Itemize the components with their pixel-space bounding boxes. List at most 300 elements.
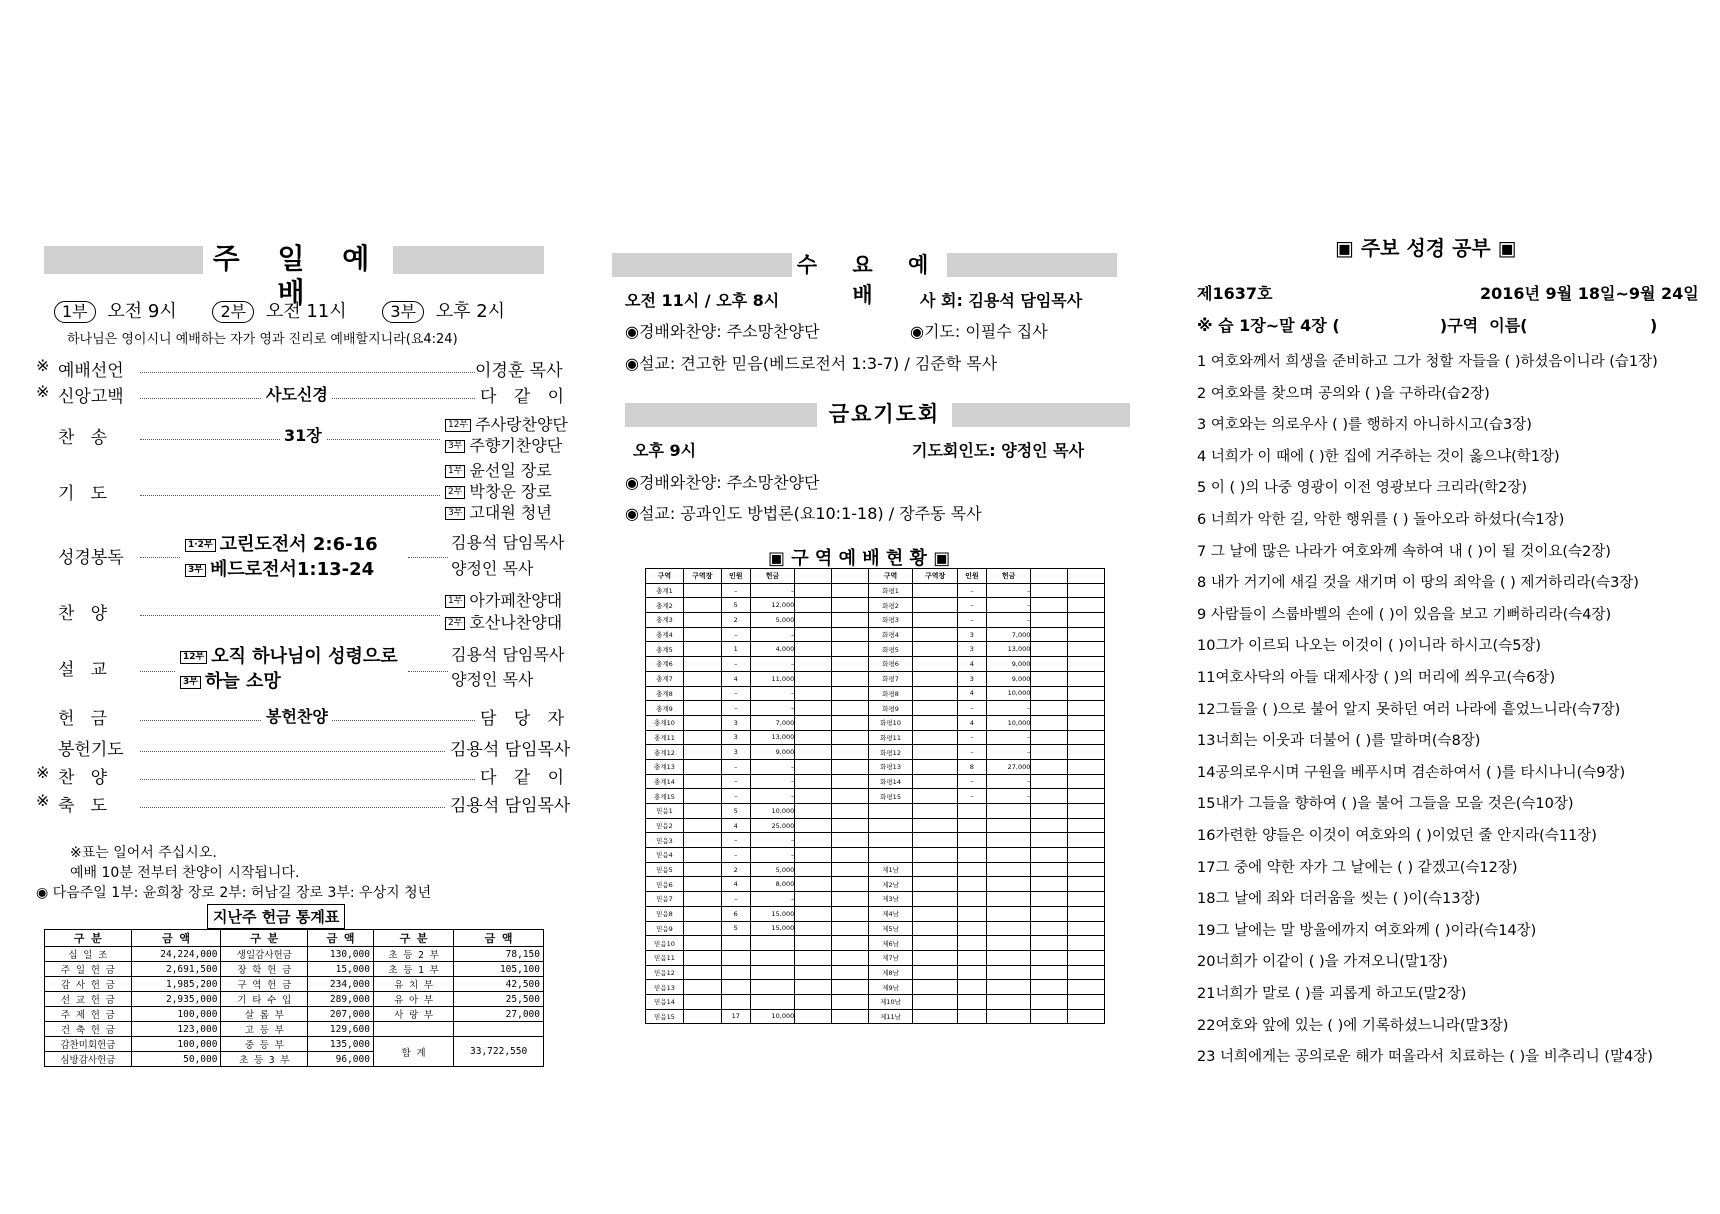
table-cell <box>986 877 1031 892</box>
table-row <box>646 804 1105 819</box>
column-header: 구역장 <box>913 569 958 584</box>
friday-music: ◉경배와찬양: 주소망찬양단 <box>625 473 820 492</box>
order-item: 사도신경 <box>262 382 332 405</box>
table-cell <box>1031 818 1068 833</box>
table-cell <box>683 833 721 848</box>
table-cell <box>795 671 832 686</box>
table-cell <box>913 877 958 892</box>
table-cell: 100,000 <box>131 1007 221 1022</box>
table-cell: 12,000 <box>750 598 795 613</box>
table-cell: 8 <box>957 759 986 774</box>
table-cell: 27,000 <box>986 759 1031 774</box>
table-cell: 믿음5 <box>646 862 684 877</box>
leader-line <box>140 807 445 808</box>
table-cell <box>1068 701 1105 716</box>
question-item: 4 너희가 이 때에 ( )한 집에 거주하는 것이 옳으냐(학1장) <box>1197 448 1560 465</box>
table-cell: 5 <box>721 804 750 819</box>
table-cell <box>1068 627 1105 642</box>
table-cell: 제11남 <box>868 1009 913 1024</box>
order-item: 봉헌찬양 <box>262 704 332 727</box>
table-cell: 믿음10 <box>646 936 684 951</box>
order-person: 다 같 이 <box>480 387 571 407</box>
table-cell <box>913 583 958 598</box>
table-cell: 생일감사헌금 <box>221 947 308 962</box>
table-cell <box>795 745 832 760</box>
table-cell: – <box>957 701 986 716</box>
table-cell: 충계15 <box>646 789 684 804</box>
table-row <box>646 965 1105 980</box>
table-cell <box>1068 862 1105 877</box>
table-cell: 3 <box>721 730 750 745</box>
table-cell <box>1031 980 1068 995</box>
instruction: ※ 습 1장~말 4장 ( )구역 이름( ) <box>1197 316 1658 335</box>
part-tag: 2부 <box>445 617 465 630</box>
table-row <box>646 921 1105 936</box>
question-item: 6 너희가 악한 길, 악한 행위를 ( ) 돌아오라 하셨다(슥1장) <box>1197 512 1565 528</box>
question-item: 12그들을 ( )으로 불어 알지 못하던 여러 나라에 흩었느니라(슥7장) <box>1197 701 1621 718</box>
table-cell <box>1068 1009 1105 1024</box>
table-cell <box>795 627 832 642</box>
issue-number: 제1637호 <box>1197 284 1273 303</box>
order-person: 다 같 이 <box>480 768 571 788</box>
table-cell <box>683 657 721 672</box>
table-cell: 123,000 <box>131 1022 221 1037</box>
table-cell <box>795 715 832 730</box>
table-cell <box>986 818 1031 833</box>
table-cell <box>683 627 721 642</box>
table-cell: 제4남 <box>868 906 913 921</box>
table-cell: 주 일 헌 금 <box>45 962 132 977</box>
table-cell <box>986 950 1031 965</box>
wednesday-title: 수 요 예 배 <box>792 250 947 280</box>
table-cell <box>1031 1009 1068 1024</box>
table-cell <box>683 715 721 730</box>
order-label: 찬 양 <box>58 604 108 624</box>
table-cell <box>795 936 832 951</box>
table-cell <box>1068 759 1105 774</box>
table-cell <box>795 583 832 598</box>
table-row <box>646 686 1105 701</box>
table-cell <box>832 774 869 789</box>
table-cell <box>683 789 721 804</box>
table-cell: 4 <box>957 686 986 701</box>
table-cell <box>795 730 832 745</box>
table-cell <box>795 877 832 892</box>
question-item: 2 여호와를 찾으며 공의와 ( )을 구하라(습2장) <box>1197 385 1490 402</box>
table-cell <box>986 936 1031 951</box>
table-cell <box>986 804 1031 819</box>
question-item: 22여호와 앞에 있는 ( )에 기록하셨느니라(말3장) <box>1197 1017 1509 1034</box>
order-person <box>445 433 562 456</box>
table-cell: 1,985,200 <box>131 977 221 992</box>
table-cell: 135,000 <box>308 1037 374 1052</box>
wednesday-music: ◉경배와찬양: 주소망찬양단 <box>625 322 820 341</box>
order-label: 기 도 <box>58 484 108 504</box>
table-cell <box>683 818 721 833</box>
table-cell: 감찬미회헌금 <box>45 1037 132 1052</box>
table-cell <box>683 877 721 892</box>
table-row <box>646 906 1105 921</box>
table-cell: 제10남 <box>868 994 913 1009</box>
order-item <box>185 555 374 581</box>
table-cell: 초 등 3 부 <box>221 1052 308 1067</box>
table-cell <box>832 950 869 965</box>
table-cell <box>1031 921 1068 936</box>
table-cell <box>1031 715 1068 730</box>
order-label: 신앙고백 <box>58 387 124 407</box>
table-cell <box>986 980 1031 995</box>
table-cell: 유 치 부 <box>373 977 453 992</box>
friday-sermon: ◉설교: 공과인도 방법론(요10:1-18) / 장주동 목사 <box>625 504 982 523</box>
table-cell: 제5남 <box>868 921 913 936</box>
table-cell: 믿음15 <box>646 1009 684 1024</box>
leader-line <box>140 557 180 558</box>
table-cell <box>1068 818 1105 833</box>
table-cell: 제6남 <box>868 936 913 951</box>
table-cell <box>1031 950 1068 965</box>
table-cell <box>832 701 869 716</box>
order-label: 헌 금 <box>58 709 108 729</box>
table-row <box>646 774 1105 789</box>
table-cell <box>1031 892 1068 907</box>
table-cell <box>832 921 869 936</box>
order-person <box>445 610 562 633</box>
table-cell <box>832 862 869 877</box>
table-cell <box>986 921 1031 936</box>
table-row <box>646 745 1105 760</box>
table-cell <box>832 980 869 995</box>
column-header: 구역장 <box>683 569 721 584</box>
question-item: 10그가 이르되 나오는 이것이 ( )이니라 하시고(슥5장) <box>1197 638 1542 655</box>
person-name: 주향기찬양단 <box>469 436 563 455</box>
note: 예배 10분 전부터 찬양이 시작됩니다. <box>70 865 300 881</box>
mark: ※ <box>36 763 50 782</box>
table-cell: 화평2 <box>868 598 913 613</box>
table-cell <box>454 1022 544 1037</box>
table-cell: 화평7 <box>868 671 913 686</box>
table-row <box>646 627 1105 642</box>
table-cell: 화평10 <box>868 715 913 730</box>
column-header: 인원 <box>721 569 750 584</box>
question-item: 9 사람들이 스룹바벨의 손에 ( )이 있음을 보고 기뻐하리라(슥4장) <box>1197 606 1612 623</box>
table-cell: 4 <box>957 715 986 730</box>
table-cell <box>913 598 958 613</box>
table-cell <box>795 598 832 613</box>
question-item: 8 내가 거기에 새길 것을 새기며 이 땅의 죄악을 ( ) 제거하리라(슥3장) <box>1197 575 1639 592</box>
table-cell <box>750 980 795 995</box>
mark: ※ <box>36 382 50 401</box>
person-name: 아가페찬양대 <box>469 591 563 610</box>
table-row <box>646 715 1105 730</box>
mark: ※ <box>36 356 50 375</box>
table-cell: 충계14 <box>646 774 684 789</box>
table-cell <box>1031 789 1068 804</box>
table-cell: 7,000 <box>750 715 795 730</box>
bible-study-title: ▣ 주보 성경 공부 ▣ <box>1335 236 1517 260</box>
table-row <box>646 1009 1105 1024</box>
table-cell: 화평12 <box>868 745 913 760</box>
order-label: 찬 송 <box>58 428 108 448</box>
table-cell <box>913 627 958 642</box>
table-cell: – <box>750 583 795 598</box>
table-cell <box>957 877 986 892</box>
question-item: 16가련한 양들은 이것이 여호와의 ( )이었던 줄 안지라(슥11장) <box>1197 828 1597 844</box>
table-cell <box>913 1009 958 1024</box>
table-cell: – <box>750 848 795 863</box>
table-cell <box>832 906 869 921</box>
scripture-verse: 하나님은 영이시니 예배하는 자가 영과 진리로 예배할지니라(요4:24) <box>67 332 458 347</box>
question-item: 13너희는 이웃과 더불어 ( )를 말하며(슥8장) <box>1197 733 1481 750</box>
table-row <box>646 877 1105 892</box>
table-cell <box>913 715 958 730</box>
table-cell <box>832 657 869 672</box>
question-item: 3 여호와는 의로우사 ( )를 행하지 아니하시고(습3장) <box>1197 417 1532 434</box>
table-cell <box>832 818 869 833</box>
table-cell: 25,000 <box>750 818 795 833</box>
question-item: 1 여호와께서 희생을 준비하고 그가 청할 자들을 ( )하셨음이니라 (습1장) <box>1197 354 1658 370</box>
table-cell: 믿음13 <box>646 980 684 995</box>
table-cell: 15,000 <box>308 962 374 977</box>
table-cell <box>1031 848 1068 863</box>
question-item: 15내가 그들을 향하여 ( )을 불어 그들을 모을 것은(슥10장) <box>1197 796 1574 813</box>
table-cell <box>832 804 869 819</box>
wednesday-host: 사 회: 김용석 담임목사 <box>920 291 1083 310</box>
table-cell <box>913 818 958 833</box>
table-cell <box>795 950 832 965</box>
column-header: 구 분 <box>221 930 308 947</box>
table-row <box>646 671 1105 686</box>
table-cell: – <box>750 686 795 701</box>
person-name: 윤선일 장로 <box>469 461 552 480</box>
table-cell <box>832 936 869 951</box>
table-cell: 화평5 <box>868 642 913 657</box>
table-cell <box>795 833 832 848</box>
column-header: 구역 <box>868 569 913 584</box>
table-cell <box>832 715 869 730</box>
table-cell <box>1068 833 1105 848</box>
table-cell <box>957 950 986 965</box>
order-person: 김용석 담임목사 <box>450 796 571 816</box>
table-cell: 9,000 <box>986 657 1031 672</box>
week-date: 2016년 9월 18일~9월 24일 <box>1480 284 1699 303</box>
person-name: 고대원 청년 <box>469 503 552 522</box>
part-tag: 3부 <box>445 507 465 520</box>
part-tag: 1부 <box>445 595 465 608</box>
table-cell: 2 <box>721 862 750 877</box>
table-cell <box>913 936 958 951</box>
table-row <box>646 759 1105 774</box>
table-cell: 17 <box>721 1009 750 1024</box>
table-cell <box>1031 833 1068 848</box>
table-cell <box>795 701 832 716</box>
table-cell: 130,000 <box>308 947 374 962</box>
table-cell <box>750 965 795 980</box>
table-cell: 2,691,500 <box>131 962 221 977</box>
table-cell: 3 <box>721 745 750 760</box>
offering-table <box>44 929 544 1067</box>
table-row <box>646 892 1105 907</box>
table-cell: 1 <box>721 642 750 657</box>
table-cell: 장 학 헌 금 <box>221 962 308 977</box>
question-item: 21너희가 말로 ( )를 괴롭게 하고도(말2장) <box>1197 986 1467 1002</box>
table-cell <box>957 848 986 863</box>
table-cell <box>986 965 1031 980</box>
person-name: 주사랑찬양단 <box>475 415 568 434</box>
table-cell <box>795 980 832 995</box>
table-cell <box>721 965 750 980</box>
table-cell <box>868 818 913 833</box>
table-cell: 믿음11 <box>646 950 684 965</box>
leader-line <box>140 779 475 780</box>
table-cell <box>913 745 958 760</box>
table-cell: 건 축 헌 금 <box>45 1022 132 1037</box>
table-cell <box>683 686 721 701</box>
table-cell: 24,224,000 <box>131 947 221 962</box>
leader-line <box>408 671 448 672</box>
table-cell <box>795 892 832 907</box>
mark: ※ <box>36 791 50 810</box>
table-cell: 충계5 <box>646 642 684 657</box>
table-cell <box>913 759 958 774</box>
table-cell: 충계2 <box>646 598 684 613</box>
table-cell <box>750 950 795 965</box>
table-cell <box>795 804 832 819</box>
table-cell <box>683 701 721 716</box>
table-cell: 화평8 <box>868 686 913 701</box>
table-cell: 10,000 <box>986 686 1031 701</box>
table-cell: 화평15 <box>868 789 913 804</box>
part-tag: 1부 <box>445 465 465 478</box>
table-cell <box>795 921 832 936</box>
order-label: 봉헌기도 <box>58 740 124 760</box>
table-cell: 3 <box>721 715 750 730</box>
table-cell: 3 <box>957 627 986 642</box>
table-cell: 믿음4 <box>646 848 684 863</box>
table-cell <box>721 950 750 965</box>
table-cell: 충계12 <box>646 745 684 760</box>
friday-leader: 기도회인도: 양정인 목사 <box>912 441 1085 460</box>
table-cell: – <box>721 833 750 848</box>
table-cell: 충계6 <box>646 657 684 672</box>
column-header: 구역 <box>646 569 684 584</box>
table-row <box>646 994 1105 1009</box>
column-header <box>1031 569 1068 584</box>
table-cell <box>913 950 958 965</box>
table-cell: 감 사 헌 금 <box>45 977 132 992</box>
table-cell: 289,000 <box>308 992 374 1007</box>
table-cell: 고 등 부 <box>221 1022 308 1037</box>
table-cell: 4 <box>721 818 750 833</box>
table-cell <box>986 848 1031 863</box>
table-cell <box>1068 804 1105 819</box>
table-cell <box>832 686 869 701</box>
table-cell: – <box>721 892 750 907</box>
table-cell <box>832 598 869 613</box>
table-cell: 11,000 <box>750 671 795 686</box>
table-cell <box>913 862 958 877</box>
table-cell <box>1031 877 1068 892</box>
table-cell <box>986 833 1031 848</box>
table-cell <box>957 906 986 921</box>
table-cell <box>1068 906 1105 921</box>
table-cell: 화평13 <box>868 759 913 774</box>
table-cell <box>683 598 721 613</box>
column-header: 인원 <box>957 569 986 584</box>
table-cell: – <box>721 759 750 774</box>
table-cell <box>986 994 1031 1009</box>
table-cell <box>683 583 721 598</box>
table-cell <box>1031 804 1068 819</box>
time-text: 오후 2시 <box>435 301 506 322</box>
table-cell: 중 등 부 <box>221 1037 308 1052</box>
column-header <box>795 569 832 584</box>
table-cell <box>986 892 1031 907</box>
table-cell: 충계11 <box>646 730 684 745</box>
table-cell: 살 롬 부 <box>221 1007 308 1022</box>
table-cell <box>795 848 832 863</box>
table-cell <box>832 730 869 745</box>
table-row <box>646 701 1105 716</box>
order-label: 축 도 <box>58 796 108 816</box>
order-label: 설 교 <box>58 660 108 680</box>
table-cell <box>1031 862 1068 877</box>
order-item <box>180 667 281 693</box>
order-person: 양정인 목사 <box>451 559 534 578</box>
table-cell: 충계10 <box>646 715 684 730</box>
time-text: 오전 9시 <box>107 301 177 322</box>
table-cell <box>795 994 832 1009</box>
part-tag: 3부 <box>180 676 201 689</box>
table-cell <box>957 892 986 907</box>
table-cell <box>832 627 869 642</box>
table-cell: 제2남 <box>868 877 913 892</box>
table-cell: 5,000 <box>750 862 795 877</box>
table-cell <box>683 642 721 657</box>
table-cell: 믿음9 <box>646 921 684 936</box>
table-cell <box>868 848 913 863</box>
table-cell: 제9남 <box>868 980 913 995</box>
table-cell: 8,000 <box>750 877 795 892</box>
table-cell <box>1031 994 1068 1009</box>
table-cell: 믿음12 <box>646 965 684 980</box>
table-cell <box>683 921 721 936</box>
table-cell <box>1031 774 1068 789</box>
table-cell <box>1068 642 1105 657</box>
table-cell <box>1068 950 1105 965</box>
table-cell <box>832 892 869 907</box>
table-cell <box>913 994 958 1009</box>
leader-line <box>140 671 175 672</box>
table-cell <box>683 936 721 951</box>
column-header <box>1068 569 1105 584</box>
order-item <box>180 642 398 668</box>
table-cell <box>750 936 795 951</box>
order-person <box>445 479 552 502</box>
table-cell <box>795 613 832 628</box>
part-tag: 1·2부 <box>185 539 216 552</box>
table-cell: – <box>721 686 750 701</box>
table-row <box>646 583 1105 598</box>
column-header <box>832 569 869 584</box>
table-cell: 심방감사헌금 <box>45 1052 132 1067</box>
table-row <box>45 947 544 962</box>
table-cell: – <box>721 657 750 672</box>
table-cell <box>683 759 721 774</box>
time-text: 오전 11시 <box>265 301 347 322</box>
order-person: 담 당 자 <box>480 709 571 729</box>
table-row <box>646 936 1105 951</box>
table-cell <box>986 906 1031 921</box>
